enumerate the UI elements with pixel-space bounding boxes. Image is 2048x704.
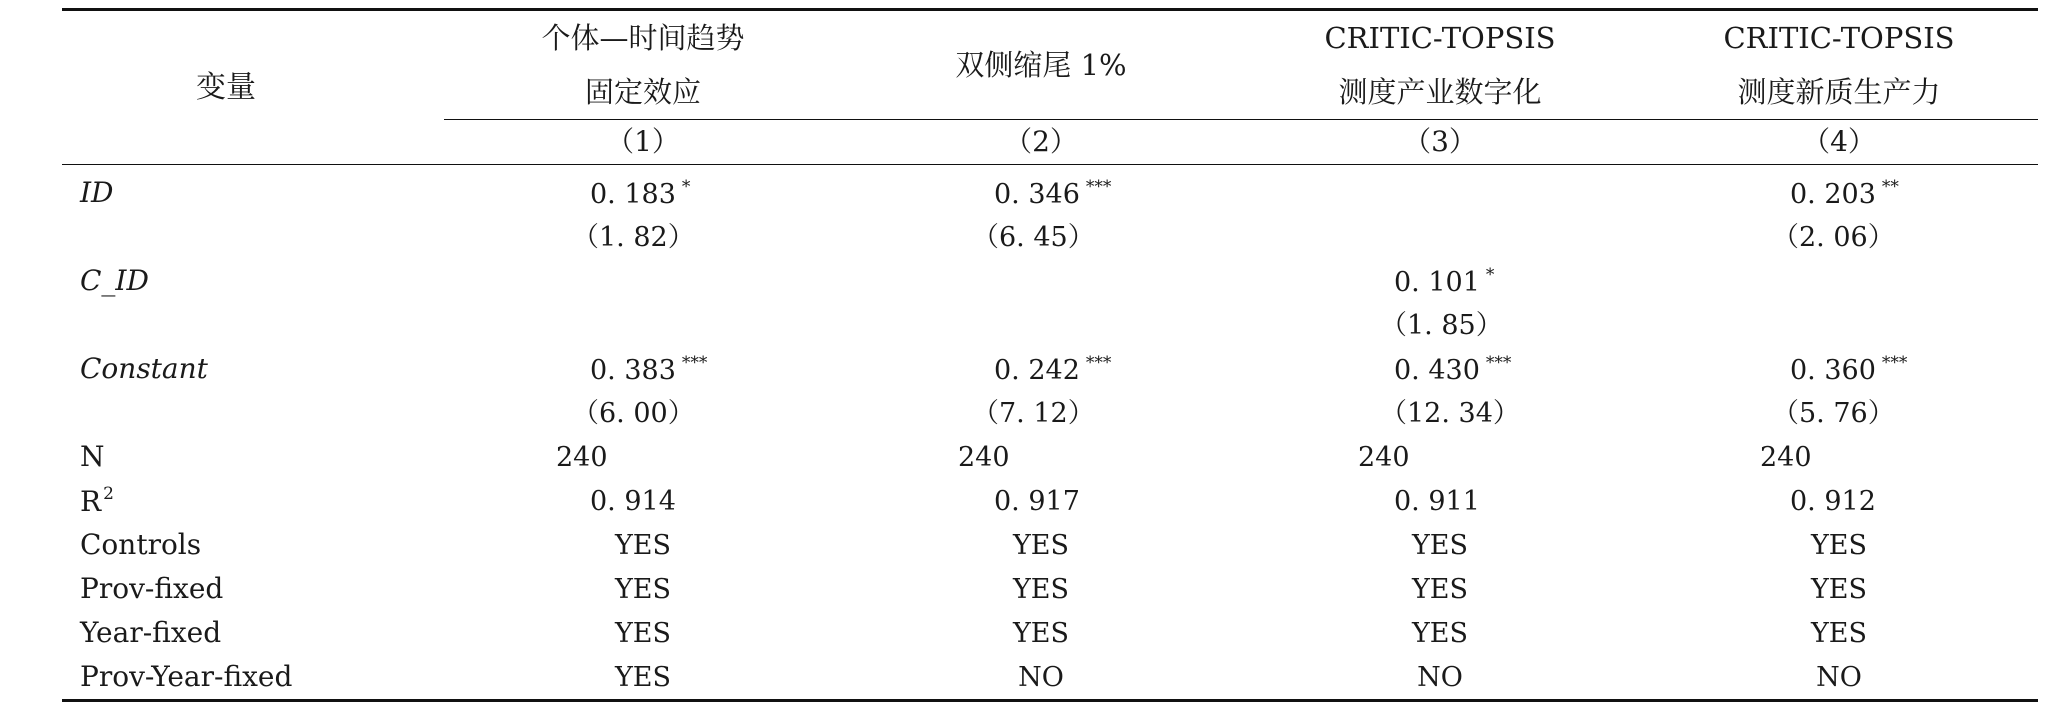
row-label-c-id: C_ID bbox=[80, 264, 149, 297]
column-header-4-line1: CRITIC-TOPSIS bbox=[1723, 21, 1955, 55]
cell-constant-coef-1 bbox=[444, 347, 842, 391]
cell-r2-2: 0. 917 bbox=[994, 485, 1080, 517]
coef-value: 0. 101 bbox=[1394, 266, 1480, 298]
cell-n-2: 240 bbox=[958, 441, 1010, 473]
significance-stars: * bbox=[1485, 264, 1495, 285]
cell-n-3: 240 bbox=[1358, 441, 1410, 473]
cell-constant-coef-3 bbox=[1240, 347, 1640, 391]
significance-stars: * bbox=[681, 176, 691, 197]
row-label-empty bbox=[62, 391, 444, 435]
cell-id-tstat-4: （2. 06） bbox=[1772, 221, 1895, 253]
r-squared-base: R bbox=[80, 485, 102, 518]
coef-value: 0. 383 bbox=[590, 354, 676, 386]
table-row-year-fixed bbox=[62, 611, 2038, 655]
column-header-1 bbox=[444, 10, 842, 120]
cell-c-id-tstat-1 bbox=[444, 303, 842, 347]
cell-id-coef-1 bbox=[444, 165, 842, 216]
regression-table-container bbox=[62, 8, 2038, 702]
row-label-constant: Constant bbox=[80, 352, 208, 385]
row-label-prov-fixed: Prov-fixed bbox=[80, 572, 224, 605]
cell-n-1: 240 bbox=[556, 441, 608, 473]
cell-id-tstat-1: （1. 82） bbox=[572, 221, 695, 253]
cell-year-fixed-3: YES bbox=[1411, 617, 1469, 649]
cell-id-coef-3 bbox=[1240, 165, 1640, 216]
cell-constant-coef-4 bbox=[1640, 347, 2038, 391]
column-number-4: （4） bbox=[1640, 120, 2038, 165]
coef-value: 0. 242 bbox=[994, 354, 1080, 386]
column-number-1: （1） bbox=[444, 120, 842, 165]
cell-r2-3: 0. 911 bbox=[1394, 485, 1480, 517]
row-label-controls: Controls bbox=[80, 528, 202, 561]
row-label-empty bbox=[62, 215, 444, 259]
cell-id-tstat-3 bbox=[1240, 215, 1640, 259]
row-label-empty bbox=[62, 303, 444, 347]
cell-prov-fixed-2: YES bbox=[1012, 573, 1070, 605]
cell-constant-tstat-4: （5. 76） bbox=[1772, 397, 1895, 429]
cell-constant-tstat-2: （7. 12） bbox=[972, 397, 1095, 429]
cell-n-4: 240 bbox=[1760, 441, 1812, 473]
header-row bbox=[62, 10, 2038, 120]
significance-stars: *** bbox=[1085, 176, 1112, 197]
row-label-n: N bbox=[80, 440, 105, 473]
significance-stars: *** bbox=[1881, 352, 1908, 373]
coef-value: 0. 183 bbox=[590, 178, 676, 210]
cell-constant-tstat-3: （12. 34） bbox=[1380, 397, 1520, 429]
cell-prov-year-fixed-3: NO bbox=[1417, 661, 1463, 693]
significance-stars: *** bbox=[681, 352, 708, 373]
coef-value: 0. 203 bbox=[1790, 178, 1876, 210]
cell-prov-year-fixed-4: NO bbox=[1816, 661, 1862, 693]
cell-c-id-coef-2 bbox=[842, 259, 1240, 303]
cell-controls-3: YES bbox=[1411, 529, 1469, 561]
cell-c-id-coef-4 bbox=[1640, 259, 2038, 303]
cell-c-id-coef-3 bbox=[1240, 259, 1640, 303]
cell-c-id-tstat-4 bbox=[1640, 303, 2038, 347]
cell-controls-4: YES bbox=[1810, 529, 1868, 561]
column-header-1-line2: 固定效应 bbox=[584, 75, 701, 109]
regression-table bbox=[62, 8, 2038, 702]
cell-id-tstat-2: （6. 45） bbox=[972, 221, 1095, 253]
r-squared-superscript: 2 bbox=[103, 484, 114, 504]
column-header-2 bbox=[842, 10, 1240, 120]
cell-r2-4: 0. 912 bbox=[1790, 485, 1876, 517]
table-row-id-coef bbox=[62, 165, 2038, 216]
column-header-4 bbox=[1640, 10, 2038, 120]
table-row-c-id-coef bbox=[62, 259, 2038, 303]
cell-prov-fixed-1: YES bbox=[614, 573, 672, 605]
coef-value: 0. 346 bbox=[994, 178, 1080, 210]
variable-header: 变量 bbox=[196, 69, 256, 105]
cell-year-fixed-2: YES bbox=[1012, 617, 1070, 649]
significance-stars: ** bbox=[1881, 176, 1899, 197]
cell-r2-1: 0. 914 bbox=[590, 485, 676, 517]
cell-id-coef-2 bbox=[842, 165, 1240, 216]
table-row-c-id-tstat bbox=[62, 303, 2038, 347]
cell-year-fixed-4: YES bbox=[1810, 617, 1868, 649]
column-number-2: （2） bbox=[842, 120, 1240, 165]
row-label-r-squared bbox=[62, 479, 444, 523]
row-label-prov-year-fixed: Prov-Year-fixed bbox=[80, 660, 293, 693]
table-row-controls bbox=[62, 523, 2038, 567]
cell-c-id-tstat-3: （1. 85） bbox=[1380, 309, 1503, 341]
column-header-1-line1: 个体—时间趋势 bbox=[541, 21, 745, 55]
cell-prov-fixed-4: YES bbox=[1810, 573, 1868, 605]
column-header-2-line1: 双侧缩尾 1% bbox=[955, 48, 1127, 82]
cell-prov-year-fixed-2: NO bbox=[1018, 661, 1064, 693]
table-row-n bbox=[62, 435, 2038, 479]
table-row-prov-fixed bbox=[62, 567, 2038, 611]
row-label-id: ID bbox=[80, 176, 114, 209]
cell-controls-1: YES bbox=[614, 529, 672, 561]
table-row-constant-coef bbox=[62, 347, 2038, 391]
cell-prov-fixed-3: YES bbox=[1411, 573, 1469, 605]
cell-controls-2: YES bbox=[1012, 529, 1070, 561]
column-header-3-line2: 测度产业数字化 bbox=[1338, 75, 1542, 109]
cell-c-id-coef-1 bbox=[444, 259, 842, 303]
column-header-3 bbox=[1240, 10, 1640, 120]
cell-id-coef-4 bbox=[1640, 165, 2038, 216]
table-row-id-tstat bbox=[62, 215, 2038, 259]
coef-value: 0. 360 bbox=[1790, 354, 1876, 386]
column-number-3: （3） bbox=[1240, 120, 1640, 165]
table-row-r-squared bbox=[62, 479, 2038, 523]
cell-year-fixed-1: YES bbox=[614, 617, 672, 649]
cell-constant-tstat-1: （6. 00） bbox=[572, 397, 695, 429]
cell-constant-coef-2 bbox=[842, 347, 1240, 391]
table-row-prov-year-fixed bbox=[62, 655, 2038, 701]
significance-stars: *** bbox=[1485, 352, 1512, 373]
cell-prov-year-fixed-1: YES bbox=[614, 661, 672, 693]
column-header-3-line1: CRITIC-TOPSIS bbox=[1324, 21, 1556, 55]
cell-c-id-tstat-2 bbox=[842, 303, 1240, 347]
column-header-4-line2: 测度新质生产力 bbox=[1737, 75, 1941, 109]
row-label-year-fixed: Year-fixed bbox=[80, 616, 222, 649]
coef-value: 0. 430 bbox=[1394, 354, 1480, 386]
table-row-constant-tstat bbox=[62, 391, 2038, 435]
significance-stars: *** bbox=[1085, 352, 1112, 373]
